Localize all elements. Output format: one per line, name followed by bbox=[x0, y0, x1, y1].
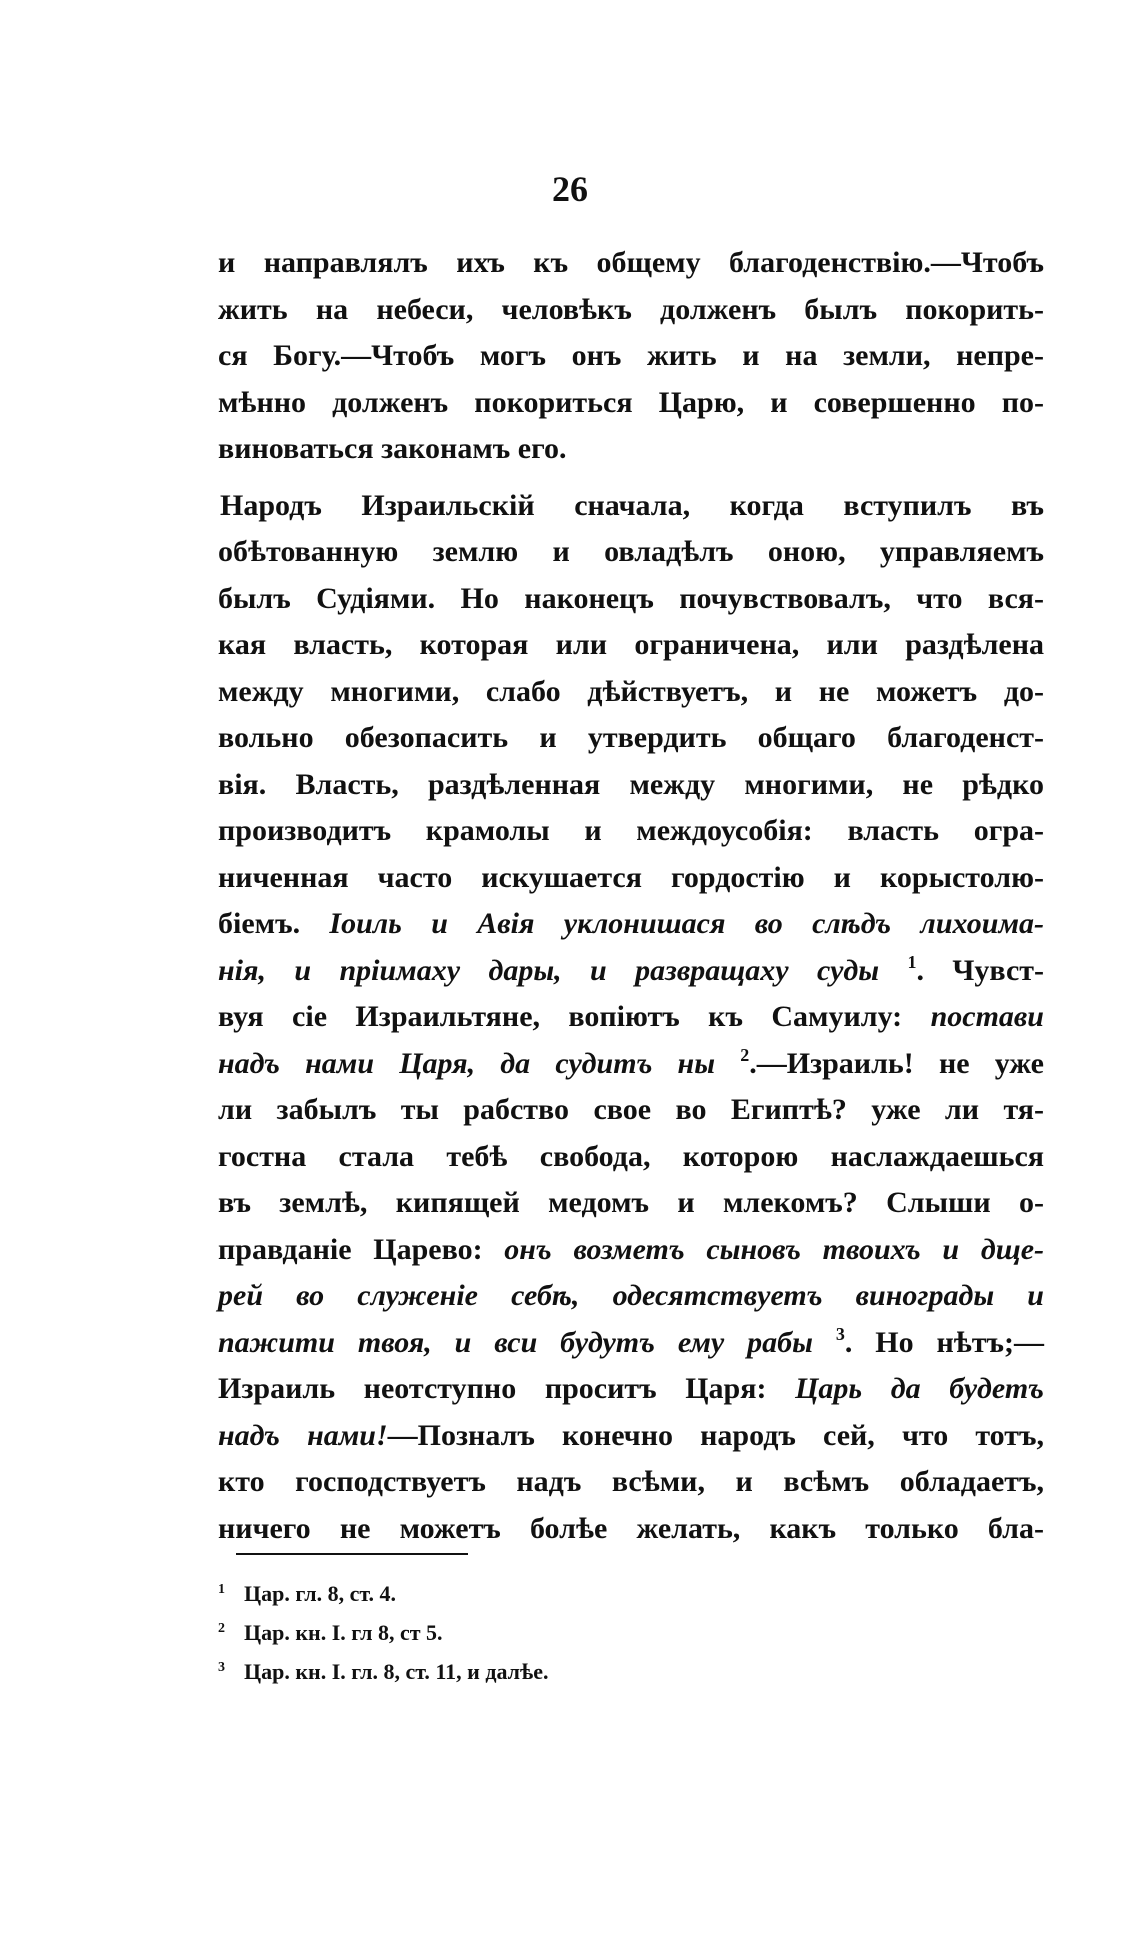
footnote-divider bbox=[236, 1553, 468, 1555]
text-line: кая власть, которая или ограничена, или раздѣлена bbox=[218, 628, 1044, 661]
footnote-mark: 3 bbox=[218, 1660, 225, 1675]
quote-span: онъ возметъ сыновъ твоихъ и дще- bbox=[504, 1232, 1044, 1266]
text-span: біемъ. bbox=[218, 907, 330, 940]
footnote-text: Цар. кн. I. гл 8, ст 5. bbox=[244, 1620, 443, 1645]
footnote-text: Цар. кн. I. гл. 8, ст. 11, и далѣе. bbox=[244, 1659, 549, 1684]
text-line: въ землѣ, кипящей медомъ и млекомъ? Слыши о- bbox=[218, 1186, 1044, 1219]
text-line: ниченная часто искушается гордостію и корыстолю- bbox=[218, 860, 1044, 894]
quote-span: постави bbox=[930, 1000, 1044, 1033]
text-span: правданіе Царево: bbox=[218, 1232, 505, 1266]
text-line bbox=[218, 1273, 1044, 1320]
quote-span: Іоиль и Авія уклонишася во слѣдъ лихоима- bbox=[329, 907, 1044, 940]
text-line: виноваться законамъ его. bbox=[218, 432, 567, 465]
quote-span: Царь да будетъ bbox=[795, 1372, 1044, 1405]
text-line bbox=[218, 901, 1044, 948]
footnote-ref: 3 bbox=[835, 1323, 845, 1344]
quote-span: надъ нами Царя, да судитъ ны bbox=[218, 1046, 716, 1080]
text-span: .—Израиль! не уже bbox=[749, 1046, 1044, 1080]
quote-span: рей во служеніе себѣ, одесятствуетъ винограды и bbox=[218, 1279, 1044, 1312]
footnote-mark: 1 bbox=[218, 1582, 225, 1597]
text-line: ся Богу.—Чтобъ могъ онъ жить и на земли, непре- bbox=[218, 339, 1044, 372]
text-line: ничего не можетъ болѣе желать, какъ только бла- bbox=[218, 1511, 1044, 1545]
text-line: жить на небеси, человѣкъ долженъ былъ покорить- bbox=[218, 292, 1044, 326]
text-line: обѣтованную землю и овладѣлъ оною, управляемъ bbox=[218, 535, 1044, 568]
text-line: вія. Власть, раздѣленная между многими, не рѣдко bbox=[218, 767, 1044, 801]
paragraph-start: Народъ Израильскій сначала, когда вступилъ въ bbox=[220, 488, 1044, 522]
quote-span: надъ нами! bbox=[218, 1418, 388, 1452]
text-span: Израиль неотступно проситъ Царя: bbox=[218, 1372, 796, 1405]
text-line: кто господствуетъ надъ всѣми, и всѣмъ обладаетъ, bbox=[218, 1465, 1044, 1498]
text-line bbox=[218, 1041, 1044, 1088]
footnote-ref: 2 bbox=[740, 1044, 750, 1065]
text-span: . Чувст- bbox=[916, 953, 1044, 987]
page-number: 26 bbox=[552, 169, 588, 209]
text-line bbox=[218, 483, 1044, 530]
text-line bbox=[218, 1366, 1044, 1413]
footnote-text: Цар. гл. 8, ст. 4. bbox=[244, 1581, 396, 1606]
footnote bbox=[218, 1650, 918, 1689]
text-span: вуя сіе Израильтяне, вопіютъ къ Самуилу: bbox=[218, 1000, 931, 1033]
text-line: и направлялъ ихъ къ общему благоденствію.—Чтобъ bbox=[218, 246, 1044, 279]
text-line bbox=[218, 948, 1044, 995]
text-line: мѣнно долженъ покориться Царю, и совершенно по- bbox=[218, 385, 1044, 419]
quote-span: нія, и пріимаху дары, и развращаху суды bbox=[218, 953, 880, 987]
text-line bbox=[218, 1227, 1044, 1274]
text-line: между многими, слабо дѣйствуетъ, и не можетъ до- bbox=[218, 674, 1044, 708]
footnote bbox=[218, 1572, 918, 1611]
text-span: . Но нѣтъ;— bbox=[844, 1325, 1045, 1359]
footnote bbox=[218, 1611, 918, 1650]
text-line bbox=[218, 1320, 1044, 1367]
text-span: —Позналъ конечно народъ сей, что тотъ, bbox=[387, 1418, 1045, 1452]
body-text bbox=[218, 240, 1044, 1552]
text-line: гостна стала тебѣ свобода, которою наслаждаешься bbox=[218, 1139, 1044, 1173]
text-line: ли забылъ ты рабство свое во Египтѣ? уже ли тя- bbox=[218, 1093, 1044, 1126]
text-line: былъ Судіями. Но наконецъ почувствовалъ, что вся- bbox=[218, 581, 1044, 615]
footnotes bbox=[218, 1572, 918, 1689]
quote-span: пажити твоя, и вси будутъ ему рабы bbox=[218, 1325, 813, 1359]
footnote-ref: 1 bbox=[907, 951, 917, 972]
text-line bbox=[218, 1413, 1044, 1460]
text-line: производитъ крамолы и междоусобія: власть огра- bbox=[218, 814, 1044, 847]
footnote-mark: 2 bbox=[218, 1621, 225, 1636]
text-line bbox=[218, 994, 1044, 1041]
text-line: вольно обезопасить и утвердить общаго благоденст- bbox=[218, 721, 1044, 754]
